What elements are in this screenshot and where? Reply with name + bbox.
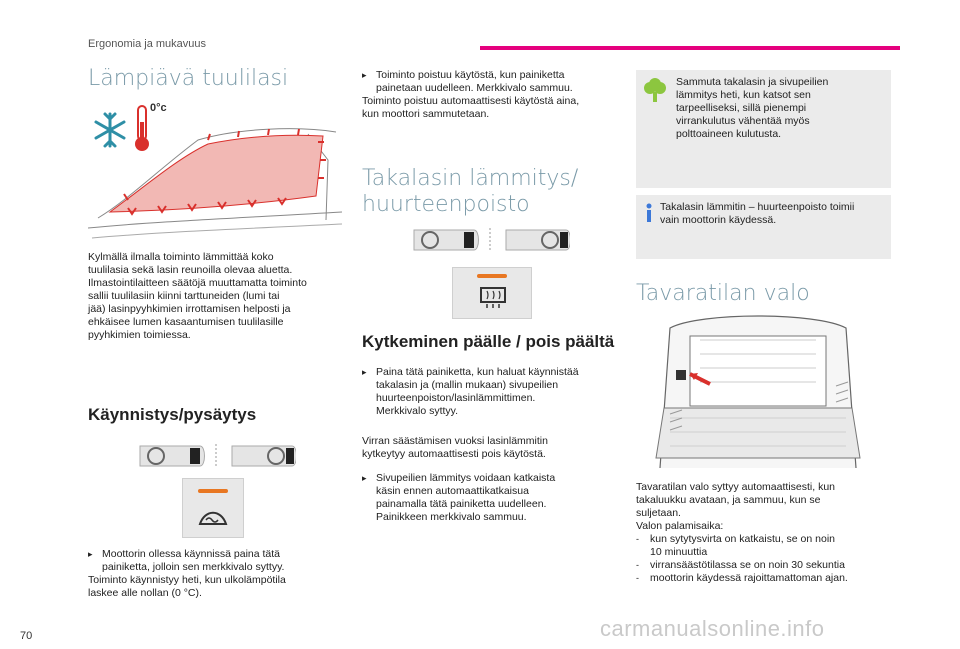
info-icon	[644, 203, 654, 223]
snowflake-icon	[96, 114, 124, 146]
rear-demist-button[interactable]	[452, 267, 532, 319]
list-item: - moottorin käydessä rajoittamattoman ajan.	[636, 572, 848, 584]
rear-window-heat-icon	[479, 286, 507, 310]
page-number: 70	[20, 630, 33, 642]
front-demist-button[interactable]	[182, 478, 244, 538]
eco-tree-icon	[642, 78, 668, 104]
boot-lamp-icon	[676, 370, 686, 380]
boot-illustration	[640, 308, 876, 470]
windscreen-heat-icon	[197, 505, 229, 527]
start-stop-heading: Käynnistys/pysäytys	[88, 405, 257, 424]
indicator-lamp	[198, 489, 228, 493]
windscreen-illustration	[88, 100, 342, 245]
rear-steering-panel	[410, 226, 570, 254]
on-off-heading: Kytkeminen päälle / pois päältä	[362, 332, 615, 351]
boot-light-title: Tavaratilan valo	[636, 281, 810, 306]
list-item: - virransäästötilassa se on noin 30 sekuntia	[636, 559, 845, 571]
list-item: - kun sytytysvirta on katkaistu, se on noin 10 minuuttia	[636, 533, 836, 558]
energy-saving-text: Virran säästämisen vuoksi lasinlämmitin kytkeytyy automaattisesti pois käytöstä.	[362, 435, 548, 460]
steering-wheel-panel	[136, 442, 296, 470]
header-accent-bar	[480, 46, 900, 50]
thermometer-icon	[135, 106, 149, 151]
start-stop-text: ▸ Moottorin ollessa käynnissä paina tätä painiketta, jolloin sen merkkivalo syttyy. Toiminto käynnistyy heti, kun ulkolämpötila laskee alle nollan (0 °C).	[88, 548, 286, 599]
watermark: carmanualsonline.info	[600, 616, 825, 641]
windscreen-intro: Kylmällä ilmalla toiminto lämmittää koko tuulilasia sekä lasin reunoilla olevaa aluetta. Ilmastointilaitteen säätöjä muuttamatta toiminto sallii tuulilasiin kiinni tarttuneiden (lumi tai jää) lasinpyyhkimien irrottamisen helposti ja ehkäisee lumen kasaantumisen tuulilasille pyyhkimien toimiessa.	[88, 251, 307, 341]
col2-top-text: ▸ Toiminto poistuu käytöstä, kun painiketta painetaan uudelleen. Merkkivalo sammuu. Toiminto poistuu automaattisesti käytöstä aina, kun moottori sammutetaan.	[362, 69, 580, 120]
on-off-bullet-2: ▸ Sivupeilien lämmitys voidaan katkaista käsin ennen automaattikatkaisua painamalla tätä painiketta uudelleen. Painikkeen merkkivalo sammuu.	[362, 472, 556, 523]
on-off-bullet-1: ▸ Paina tätä painiketta, kun haluat käynnistää takalasin ja (mallin mukaan) sivupeilien huurteenpoiston/lasinlämmittimen. Merkkivalo syttyy.	[362, 366, 579, 417]
indicator-lamp	[477, 274, 507, 278]
temperature-label: 0°c	[150, 102, 167, 114]
boot-light-text: Tavaratilan valo syttyy automaattisesti, kun takaluukku avataan, ja sammuu, kun se suljetaan. Valon palamisaika: - kun sytytysvirta on katkaistu, se on noin 10 minuuttia - virransäästötilassa se on noin 30 sekuntia - moottorin käydessä rajoittamattoman ajan.	[636, 481, 896, 585]
info-box: Takalasin lämmitin – huurteenpoisto toimii vain moottorin käydessä.	[636, 195, 891, 259]
page-title: Lämpiävä tuulilasi	[88, 66, 289, 91]
section-header: Ergonomia ja mukavuus	[88, 38, 207, 50]
eco-tip-box: Sammuta takalasin ja sivupeilien lämmitys heti, kun katsot sen tarpeelliseksi, sillä pienempi virrankulutus vähentää myös polttoaineen kulutusta.	[636, 70, 891, 188]
rear-heating-title: Takalasin lämmitys/ huurteenpoisto	[362, 166, 579, 217]
